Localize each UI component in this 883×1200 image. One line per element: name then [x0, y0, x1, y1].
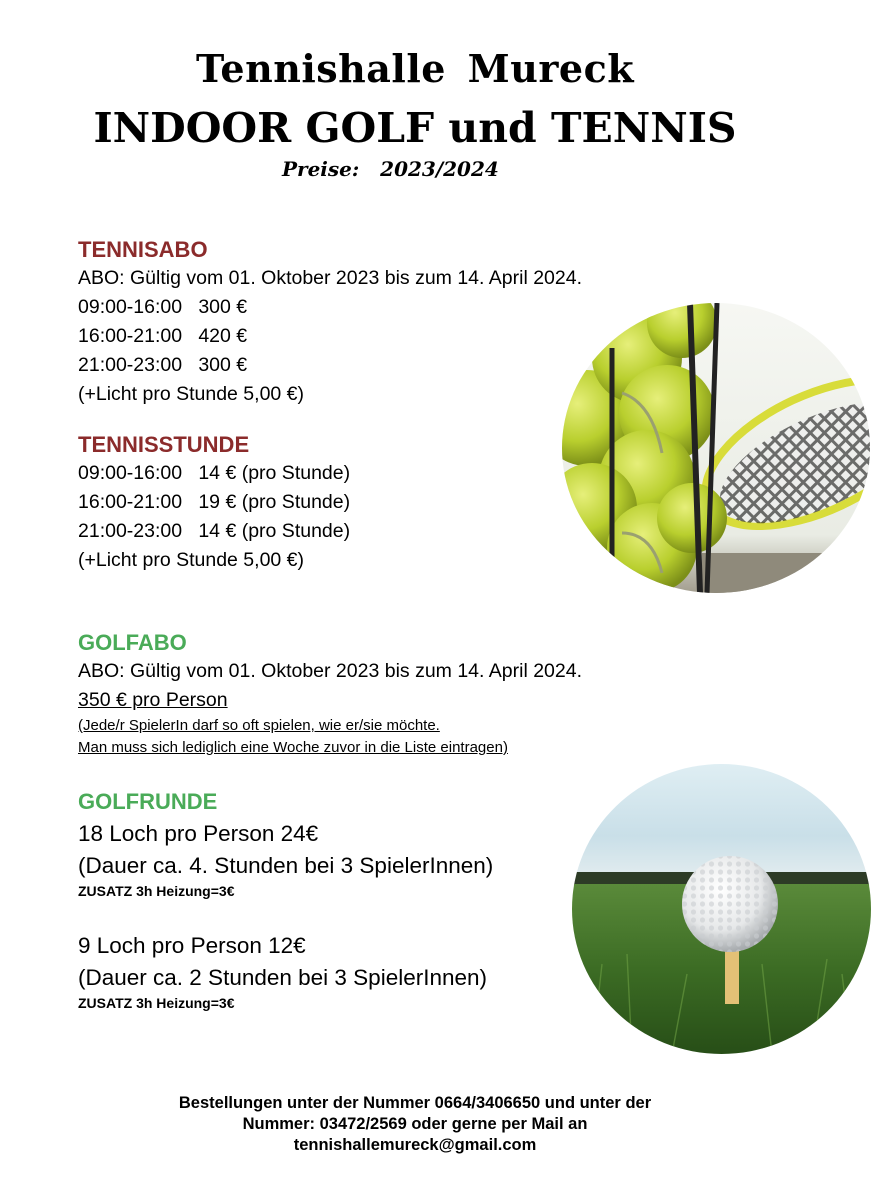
- section-golfrunde: [78, 788, 493, 1012]
- golfabo-validity: ABO: Gültig vom 01. Oktober 2023 bis zum 14. April 2024.: [78, 660, 583, 682]
- section-tennisabo: [78, 236, 582, 409]
- golfrunde-18-duration: (Dauer ca. 4. Stunden bei 3 SpielerInnen): [78, 853, 494, 878]
- section-tennisstunde: [78, 431, 350, 575]
- contact-line: Bestellungen unter der Nummer 0664/3406650 und unter der: [178, 1094, 652, 1112]
- tennisabo-light-note: (+Licht pro Stunde 5,00 €): [78, 383, 305, 405]
- price-season: Preise: 2023/2024: [282, 157, 499, 181]
- golfrunde-heading: GOLFRUNDE: [78, 789, 218, 814]
- page-subtitle-heading: INDOOR GOLF und TENNIS: [93, 104, 737, 152]
- contact-email: tennishallemureck@gmail.com: [293, 1136, 537, 1154]
- golfrunde-18-price: 18 Loch pro Person 24€: [78, 821, 319, 846]
- golfrunde-9-extra: ZUSATZ 3h Heizung=3€: [78, 995, 235, 1011]
- tennisabo-row: 09:00-16:00 300 €: [78, 296, 248, 318]
- contact-footer: [0, 1093, 830, 1156]
- tennisstunde-row: 21:00-23:00 14 € (pro Stunde): [78, 520, 351, 542]
- golfabo-price: 350 € pro Person: [78, 689, 228, 711]
- page-title: Tennishalle Mureck: [195, 46, 635, 91]
- tennisabo-row: 16:00-21:00 420 €: [78, 325, 248, 347]
- section-golfabo: [78, 629, 582, 759]
- golf-ball-image: [572, 764, 871, 1054]
- tennisstunde-row: 09:00-16:00 14 € (pro Stunde): [78, 462, 351, 484]
- tennisabo-row: 21:00-23:00 300 €: [78, 354, 248, 376]
- golfrunde-9-duration: (Dauer ca. 2 Stunden bei 3 SpielerInnen): [78, 965, 488, 990]
- golfabo-note: (Jede/r SpielerIn darf so oft spielen, wie er/sie möchte.: [78, 717, 440, 734]
- tennis-balls-image: [562, 303, 870, 593]
- tennisabo-validity: ABO: Gültig vom 01. Oktober 2023 bis zum 14. April 2024.: [78, 267, 583, 289]
- tennisstunde-heading: TENNISSTUNDE: [78, 432, 250, 457]
- contact-line: Nummer: 03472/2569 oder gerne per Mail an: [242, 1115, 588, 1133]
- golfabo-heading: GOLFABO: [78, 630, 187, 655]
- golfrunde-9-price: 9 Loch pro Person 12€: [78, 933, 306, 958]
- golfabo-note: Man muss sich lediglich eine Woche zuvor in die Liste eintragen): [78, 739, 508, 756]
- tennisabo-heading: TENNISABO: [78, 237, 208, 262]
- tennisstunde-light-note: (+Licht pro Stunde 5,00 €): [78, 549, 305, 571]
- golfrunde-18-extra: ZUSATZ 3h Heizung=3€: [78, 883, 235, 899]
- tennisstunde-row: 16:00-21:00 19 € (pro Stunde): [78, 491, 351, 513]
